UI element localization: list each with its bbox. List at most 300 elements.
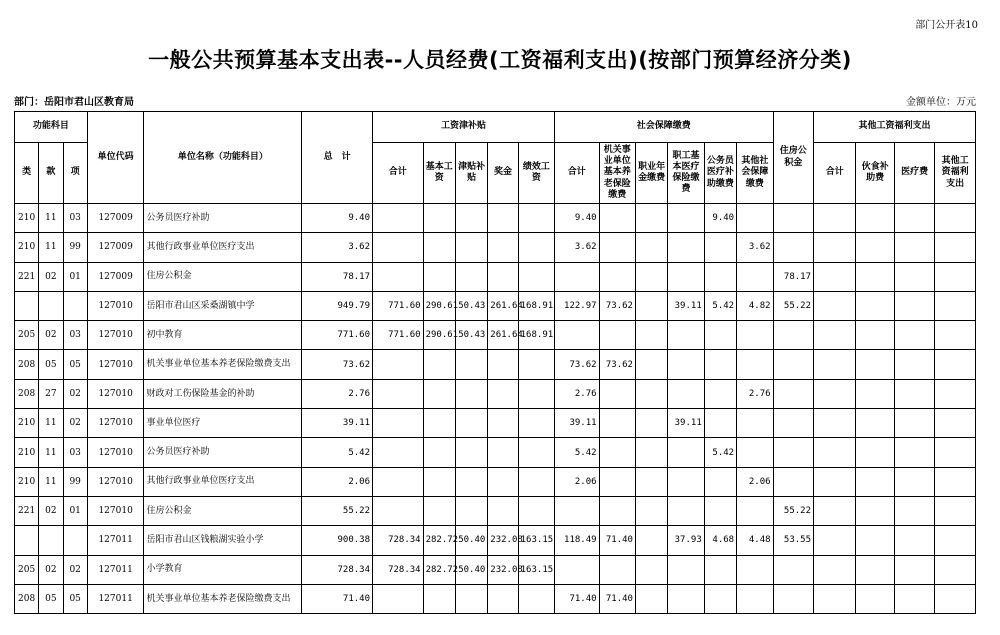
cell-xiang: 01	[63, 262, 87, 291]
cell-housing	[773, 438, 813, 467]
cell-sal-bonus	[488, 233, 518, 262]
header-other-group: 其他工资福利支出	[814, 112, 976, 143]
cell-sal-basic	[423, 438, 455, 467]
cell-code: 127010	[87, 409, 144, 438]
header-salary-group: 工资津补贴	[373, 112, 555, 143]
cell-soc-civil-med	[704, 584, 736, 613]
cell-xiang	[63, 291, 87, 320]
cell-sal-basic	[423, 204, 455, 233]
cell-oth-meal	[856, 526, 894, 555]
cell-soc-pension	[599, 204, 635, 233]
cell-sal-bonus	[488, 204, 518, 233]
cell-oth-medical	[894, 350, 934, 379]
cell-sal-allow: 50.43	[455, 321, 487, 350]
cell-soc-total	[555, 321, 600, 350]
cell-sal-perf: 168.91	[518, 291, 554, 320]
table-row	[15, 409, 976, 438]
cell-code: 127009	[87, 262, 144, 291]
cell-sal-perf	[518, 584, 554, 613]
cell-oth-other	[935, 438, 976, 467]
cell-sal-bonus: 232.08	[488, 555, 518, 584]
cell-oth-meal	[856, 233, 894, 262]
cell-oth-other	[935, 409, 976, 438]
cell-sal-total	[373, 496, 424, 525]
cell-total: 2.06	[302, 467, 373, 496]
cell-soc-medical: 37.93	[668, 526, 704, 555]
cell-lei	[15, 291, 39, 320]
cell-oth-other	[935, 467, 976, 496]
cell-soc-civil-med	[704, 555, 736, 584]
cell-kuan: 11	[39, 233, 63, 262]
cell-sal-bonus	[488, 467, 518, 496]
cell-sal-bonus	[488, 262, 518, 291]
cell-total: 2.76	[302, 379, 373, 408]
cell-name: 岳阳市君山区钱粮湖实验小学	[144, 526, 302, 555]
cell-name: 机关事业单位基本养老保险缴费支出	[144, 350, 302, 379]
cell-oth-total	[814, 233, 856, 262]
cell-soc-civil-med	[704, 409, 736, 438]
cell-sal-perf: 163.15	[518, 555, 554, 584]
cell-oth-total	[814, 291, 856, 320]
cell-soc-annuity	[635, 438, 667, 467]
cell-oth-medical	[894, 496, 934, 525]
cell-oth-meal	[856, 555, 894, 584]
cell-name: 小学教育	[144, 555, 302, 584]
cell-oth-total	[814, 409, 856, 438]
cell-name: 岳阳市君山区采桑湖镇中学	[144, 291, 302, 320]
cell-sal-total	[373, 350, 424, 379]
cell-kuan: 11	[39, 438, 63, 467]
cell-total: 39.11	[302, 409, 373, 438]
cell-sal-total	[373, 233, 424, 262]
cell-total: 949.79	[302, 291, 373, 320]
cell-sal-bonus	[488, 584, 518, 613]
cell-oth-meal	[856, 496, 894, 525]
cell-oth-medical	[894, 409, 934, 438]
cell-sal-allow	[455, 379, 487, 408]
cell-soc-total: 73.62	[555, 350, 600, 379]
cell-lei: 205	[15, 555, 39, 584]
cell-sal-perf	[518, 467, 554, 496]
cell-oth-total	[814, 262, 856, 291]
cell-soc-annuity	[635, 350, 667, 379]
cell-sal-total	[373, 409, 424, 438]
cell-code: 127010	[87, 321, 144, 350]
table-row	[15, 204, 976, 233]
cell-name: 住房公积金	[144, 496, 302, 525]
cell-xiang	[63, 526, 87, 555]
cell-total: 900.38	[302, 526, 373, 555]
header-row-1	[15, 112, 976, 143]
cell-soc-other	[737, 584, 773, 613]
cell-oth-total	[814, 438, 856, 467]
cell-code: 127011	[87, 584, 144, 613]
cell-oth-meal	[856, 291, 894, 320]
cell-soc-total	[555, 262, 600, 291]
cell-sal-allow	[455, 409, 487, 438]
cell-total: 771.60	[302, 321, 373, 350]
cell-sal-bonus	[488, 409, 518, 438]
cell-code: 127010	[87, 350, 144, 379]
cell-total: 73.62	[302, 350, 373, 379]
cell-oth-medical	[894, 526, 934, 555]
cell-sal-total	[373, 584, 424, 613]
cell-soc-pension	[599, 555, 635, 584]
cell-soc-annuity	[635, 262, 667, 291]
cell-soc-annuity	[635, 291, 667, 320]
cell-sal-bonus: 261.64	[488, 321, 518, 350]
cell-sal-total	[373, 262, 424, 291]
cell-sal-perf	[518, 379, 554, 408]
header-total: 总 计	[302, 112, 373, 204]
cell-kuan: 11	[39, 467, 63, 496]
cell-soc-civil-med: 5.42	[704, 438, 736, 467]
cell-soc-total	[555, 555, 600, 584]
cell-oth-medical	[894, 467, 934, 496]
header-soc-civil-med: 公务员医疗补助缴费	[704, 143, 736, 204]
cell-soc-pension	[599, 496, 635, 525]
table-row	[15, 379, 976, 408]
cell-oth-total	[814, 555, 856, 584]
cell-sal-total: 728.34	[373, 526, 424, 555]
cell-soc-pension: 71.40	[599, 584, 635, 613]
form-number: 部门公开表10	[915, 20, 978, 31]
cell-kuan: 02	[39, 262, 63, 291]
cell-sal-basic: 282.72	[423, 526, 455, 555]
cell-oth-total	[814, 496, 856, 525]
table-body	[15, 204, 976, 614]
page-title: 一般公共预算基本支出表--人员经费(工资福利支出)(按部门预算经济分类)	[148, 48, 852, 72]
cell-sal-perf	[518, 438, 554, 467]
cell-sal-allow	[455, 467, 487, 496]
cell-oth-medical	[894, 291, 934, 320]
cell-oth-other	[935, 262, 976, 291]
cell-housing	[773, 204, 813, 233]
cell-soc-medical	[668, 321, 704, 350]
cell-sal-basic: 290.61	[423, 291, 455, 320]
cell-soc-medical: 39.11	[668, 291, 704, 320]
cell-soc-pension	[599, 262, 635, 291]
cell-name: 其他行政事业单位医疗支出	[144, 233, 302, 262]
cell-sal-perf	[518, 262, 554, 291]
cell-oth-other	[935, 379, 976, 408]
cell-sal-total: 728.34	[373, 555, 424, 584]
cell-lei	[15, 526, 39, 555]
cell-soc-civil-med	[704, 379, 736, 408]
header-oth-total: 合计	[814, 143, 856, 204]
cell-total: 55.22	[302, 496, 373, 525]
cell-total: 5.42	[302, 438, 373, 467]
cell-soc-annuity	[635, 496, 667, 525]
header-soc-annuity: 职业年金缴费	[635, 143, 667, 204]
header-soc-medical: 职工基本医疗保险缴费	[668, 143, 704, 204]
cell-code: 127010	[87, 496, 144, 525]
cell-sal-allow	[455, 233, 487, 262]
cell-oth-other	[935, 204, 976, 233]
cell-sal-total: 771.60	[373, 321, 424, 350]
header-sal-total: 合计	[373, 143, 424, 204]
header-social-group: 社会保障缴费	[555, 112, 773, 143]
cell-soc-pension: 73.62	[599, 350, 635, 379]
cell-housing	[773, 409, 813, 438]
cell-xiang: 05	[63, 350, 87, 379]
cell-soc-medical	[668, 233, 704, 262]
table-row	[15, 233, 976, 262]
header-unit-code: 单位代码	[87, 112, 144, 204]
cell-soc-total: 71.40	[555, 584, 600, 613]
cell-kuan	[39, 526, 63, 555]
cell-soc-civil-med: 5.42	[704, 291, 736, 320]
cell-soc-total: 2.06	[555, 467, 600, 496]
cell-sal-total	[373, 379, 424, 408]
cell-soc-pension	[599, 467, 635, 496]
cell-soc-total: 5.42	[555, 438, 600, 467]
cell-soc-annuity	[635, 379, 667, 408]
cell-xiang: 03	[63, 438, 87, 467]
department-label: 部门：岳阳市君山区教育局	[14, 97, 134, 108]
header-func-subject: 功能科目	[15, 112, 88, 143]
cell-oth-medical	[894, 321, 934, 350]
cell-sal-perf: 168.91	[518, 321, 554, 350]
cell-soc-other	[737, 409, 773, 438]
cell-soc-civil-med	[704, 350, 736, 379]
cell-oth-medical	[894, 204, 934, 233]
cell-lei: 210	[15, 409, 39, 438]
cell-sal-bonus	[488, 379, 518, 408]
cell-lei: 210	[15, 233, 39, 262]
cell-sal-allow: 50.43	[455, 291, 487, 320]
cell-kuan	[39, 291, 63, 320]
cell-soc-annuity	[635, 233, 667, 262]
cell-sal-total	[373, 204, 424, 233]
cell-sal-perf	[518, 496, 554, 525]
table-row	[15, 438, 976, 467]
cell-oth-meal	[856, 350, 894, 379]
cell-lei: 210	[15, 467, 39, 496]
cell-soc-annuity	[635, 555, 667, 584]
cell-total: 71.40	[302, 584, 373, 613]
cell-oth-total	[814, 204, 856, 233]
cell-kuan: 02	[39, 496, 63, 525]
cell-code: 127010	[87, 467, 144, 496]
cell-housing	[773, 350, 813, 379]
cell-housing	[773, 555, 813, 584]
cell-code: 127011	[87, 526, 144, 555]
cell-soc-pension	[599, 233, 635, 262]
cell-code: 127010	[87, 379, 144, 408]
cell-soc-pension	[599, 379, 635, 408]
cell-soc-other: 2.06	[737, 467, 773, 496]
cell-soc-total: 122.97	[555, 291, 600, 320]
cell-lei: 208	[15, 350, 39, 379]
cell-oth-meal	[856, 321, 894, 350]
cell-soc-other: 2.76	[737, 379, 773, 408]
cell-xiang: 99	[63, 467, 87, 496]
cell-name: 公务员医疗补助	[144, 204, 302, 233]
cell-housing: 55.22	[773, 291, 813, 320]
cell-oth-meal	[856, 467, 894, 496]
cell-oth-total	[814, 321, 856, 350]
cell-soc-other	[737, 555, 773, 584]
cell-housing: 78.17	[773, 262, 813, 291]
cell-oth-other	[935, 496, 976, 525]
cell-soc-total: 2.76	[555, 379, 600, 408]
cell-sal-total	[373, 467, 424, 496]
cell-name: 住房公积金	[144, 262, 302, 291]
cell-soc-other	[737, 438, 773, 467]
cell-sal-basic	[423, 233, 455, 262]
cell-oth-total	[814, 350, 856, 379]
header-oth-other: 其他工资福利支出	[935, 143, 976, 204]
cell-soc-pension	[599, 321, 635, 350]
cell-xiang: 03	[63, 204, 87, 233]
cell-oth-other	[935, 233, 976, 262]
cell-soc-total: 9.40	[555, 204, 600, 233]
cell-sal-perf	[518, 233, 554, 262]
cell-soc-medical	[668, 467, 704, 496]
cell-kuan: 05	[39, 350, 63, 379]
cell-soc-total	[555, 496, 600, 525]
header-xiang: 项	[63, 143, 87, 204]
cell-lei: 208	[15, 584, 39, 613]
cell-soc-other: 4.82	[737, 291, 773, 320]
table-row	[15, 584, 976, 613]
cell-name: 财政对工伤保险基金的补助	[144, 379, 302, 408]
header-kuan: 款	[39, 143, 63, 204]
header-housing: 住房公积金	[773, 112, 813, 204]
cell-housing	[773, 321, 813, 350]
cell-oth-total	[814, 379, 856, 408]
cell-lei: 221	[15, 262, 39, 291]
table-row	[15, 555, 976, 584]
cell-kuan: 02	[39, 321, 63, 350]
cell-sal-basic	[423, 409, 455, 438]
table-row	[15, 526, 976, 555]
cell-oth-total	[814, 584, 856, 613]
cell-soc-total: 118.49	[555, 526, 600, 555]
cell-soc-civil-med	[704, 321, 736, 350]
header-oth-meal: 伙食补助费	[856, 143, 894, 204]
cell-code: 127010	[87, 438, 144, 467]
cell-housing: 55.22	[773, 496, 813, 525]
cell-soc-medical: 39.11	[668, 409, 704, 438]
header-sal-bonus: 奖金	[488, 143, 518, 204]
cell-xiang: 02	[63, 379, 87, 408]
cell-sal-bonus	[488, 438, 518, 467]
header-soc-other: 其他社会保障缴费	[737, 143, 773, 204]
cell-soc-annuity	[635, 409, 667, 438]
cell-code: 127010	[87, 291, 144, 320]
cell-soc-pension	[599, 438, 635, 467]
cell-housing	[773, 379, 813, 408]
cell-kuan: 27	[39, 379, 63, 408]
cell-xiang: 03	[63, 321, 87, 350]
cell-soc-annuity	[635, 584, 667, 613]
table-row	[15, 467, 976, 496]
cell-xiang: 02	[63, 555, 87, 584]
cell-soc-total: 3.62	[555, 233, 600, 262]
cell-name: 机关事业单位基本养老保险缴费支出	[144, 584, 302, 613]
cell-kuan: 05	[39, 584, 63, 613]
cell-soc-other	[737, 350, 773, 379]
cell-xiang: 02	[63, 409, 87, 438]
cell-soc-other	[737, 262, 773, 291]
cell-oth-meal	[856, 438, 894, 467]
table-row	[15, 350, 976, 379]
header-unit-name: 单位名称（功能科目）	[144, 112, 302, 204]
cell-soc-medical	[668, 438, 704, 467]
cell-sal-allow: 50.40	[455, 526, 487, 555]
cell-oth-medical	[894, 584, 934, 613]
header-lei: 类	[15, 143, 39, 204]
cell-sal-total: 771.60	[373, 291, 424, 320]
cell-housing	[773, 584, 813, 613]
cell-kuan: 02	[39, 555, 63, 584]
cell-lei: 205	[15, 321, 39, 350]
cell-sal-basic	[423, 584, 455, 613]
cell-soc-annuity	[635, 321, 667, 350]
cell-total: 78.17	[302, 262, 373, 291]
cell-oth-meal	[856, 204, 894, 233]
cell-sal-allow	[455, 438, 487, 467]
cell-sal-basic	[423, 379, 455, 408]
cell-oth-other	[935, 321, 976, 350]
cell-soc-other	[737, 321, 773, 350]
cell-soc-pension: 73.62	[599, 291, 635, 320]
table-row	[15, 291, 976, 320]
amount-unit-label: 金额单位：万元	[906, 97, 976, 108]
cell-oth-medical	[894, 262, 934, 291]
cell-sal-allow	[455, 204, 487, 233]
cell-total: 9.40	[302, 204, 373, 233]
cell-oth-other	[935, 350, 976, 379]
cell-name: 其他行政事业单位医疗支出	[144, 467, 302, 496]
cell-sal-allow	[455, 262, 487, 291]
cell-oth-total	[814, 526, 856, 555]
cell-name: 事业单位医疗	[144, 409, 302, 438]
header-oth-medical: 医疗费	[894, 143, 934, 204]
cell-sal-bonus: 261.64	[488, 291, 518, 320]
table-row	[15, 262, 976, 291]
cell-sal-allow	[455, 496, 487, 525]
cell-soc-civil-med	[704, 496, 736, 525]
cell-housing	[773, 233, 813, 262]
header-sal-allow: 津贴补贴	[455, 143, 487, 204]
cell-housing	[773, 467, 813, 496]
table-row	[15, 496, 976, 525]
cell-sal-allow	[455, 584, 487, 613]
cell-sal-allow	[455, 350, 487, 379]
cell-oth-meal	[856, 262, 894, 291]
cell-code: 127011	[87, 555, 144, 584]
cell-kuan: 11	[39, 204, 63, 233]
header-soc-pension: 机关事业单位基本养老保险缴费	[599, 143, 635, 204]
cell-soc-civil-med	[704, 262, 736, 291]
cell-sal-total	[373, 438, 424, 467]
cell-oth-medical	[894, 233, 934, 262]
cell-housing: 53.55	[773, 526, 813, 555]
cell-soc-medical	[668, 555, 704, 584]
cell-total: 3.62	[302, 233, 373, 262]
cell-lei: 210	[15, 438, 39, 467]
cell-soc-medical	[668, 262, 704, 291]
table-row	[15, 321, 976, 350]
cell-soc-civil-med: 4.68	[704, 526, 736, 555]
cell-xiang: 01	[63, 496, 87, 525]
cell-oth-other	[935, 526, 976, 555]
header-sal-basic: 基本工资	[423, 143, 455, 204]
cell-soc-medical	[668, 204, 704, 233]
